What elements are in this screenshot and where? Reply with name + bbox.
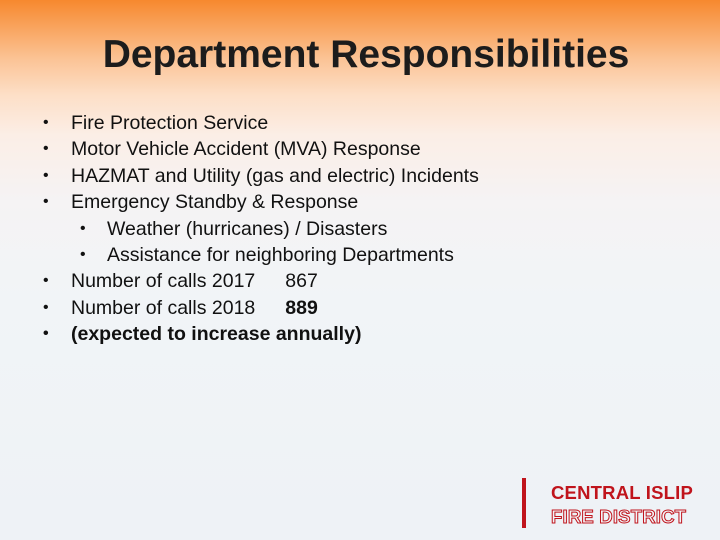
list-item bbox=[0, 268, 700, 294]
calls-2017-value: 867 bbox=[285, 270, 318, 293]
list-item-text: (expected to increase annually) bbox=[71, 323, 362, 346]
list-item-text: Weather (hurricanes) / Disasters bbox=[107, 217, 388, 240]
list-item-text: Number of calls 2017 bbox=[71, 270, 256, 293]
bullet-icon: • bbox=[43, 140, 49, 158]
bullet-icon: • bbox=[43, 272, 49, 290]
list-item-text: Number of calls 2018 bbox=[71, 296, 256, 319]
list-item bbox=[0, 295, 700, 321]
slide-title: Department Responsibilities bbox=[102, 33, 630, 76]
logo-divider bbox=[522, 478, 526, 528]
list-item-text: Fire Protection Service bbox=[71, 112, 269, 134]
calls-2018-value: 889 bbox=[285, 296, 318, 319]
list-item bbox=[0, 163, 700, 189]
list-item-text: Motor Vehicle Accident (MVA) Response bbox=[71, 138, 421, 161]
list-item bbox=[0, 136, 700, 162]
list-item bbox=[0, 321, 700, 347]
sub-list-item bbox=[0, 242, 700, 268]
sub-list-item bbox=[0, 216, 700, 242]
bullet-icon: • bbox=[43, 166, 49, 184]
bullet-icon: • bbox=[80, 219, 86, 237]
bullet-icon: • bbox=[80, 246, 86, 264]
list-item bbox=[0, 110, 700, 136]
logo-line-fire-district: FIRE DISTRICT bbox=[551, 506, 687, 527]
responsibilities-list bbox=[0, 110, 700, 348]
bullet-icon: • bbox=[43, 193, 49, 211]
list-item-text: Emergency Standby & Response bbox=[71, 191, 359, 214]
bullet-icon: • bbox=[43, 298, 49, 316]
district-logo bbox=[551, 481, 693, 529]
bullet-icon: • bbox=[43, 325, 49, 343]
logo-line-central-islip: CENTRAL ISLIP bbox=[551, 482, 694, 503]
list-item bbox=[0, 189, 700, 215]
bullet-icon: • bbox=[43, 114, 49, 131]
list-item-text: HAZMAT and Utility (gas and electric) Incidents bbox=[71, 164, 479, 187]
list-item-text: Assistance for neighboring Departments bbox=[107, 244, 454, 267]
